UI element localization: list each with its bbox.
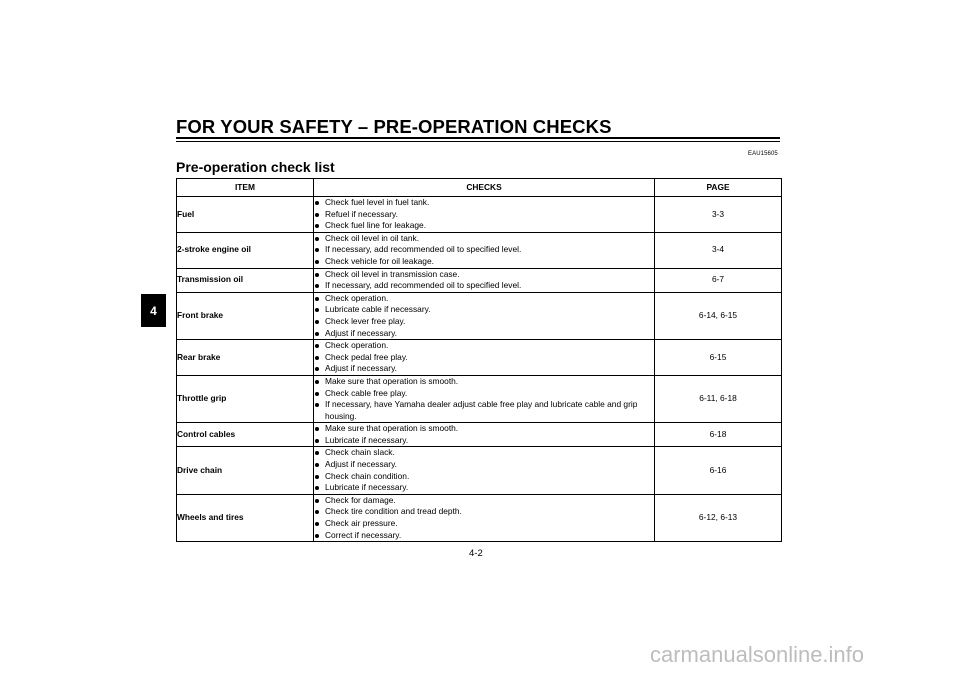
- page-cell: 6-11, 6-18: [655, 375, 782, 422]
- page-cell: 6-7: [655, 268, 782, 292]
- column-header-checks: CHECKS: [314, 179, 655, 197]
- checks-cell: [314, 292, 655, 339]
- check-item: Check lever free play.: [314, 316, 654, 328]
- title-rule-thin: [176, 141, 780, 142]
- check-item: If necessary, add recommended oil to specified level.: [314, 280, 654, 292]
- table-header-row: [177, 179, 782, 197]
- section-title: Pre-operation check list: [176, 159, 335, 175]
- check-item: Lubricate if necessary.: [314, 482, 654, 494]
- checks-cell: [314, 375, 655, 422]
- table-row: [177, 340, 782, 376]
- table-row: [177, 197, 782, 233]
- page-cell: 6-14, 6-15: [655, 292, 782, 339]
- checks-cell: [314, 423, 655, 447]
- page-cell: 3-4: [655, 232, 782, 268]
- checks-cell: [314, 340, 655, 376]
- check-item: Check oil level in oil tank.: [314, 233, 654, 245]
- pre-operation-check-table: [176, 178, 782, 542]
- table-row: [177, 423, 782, 447]
- check-item: Adjust if necessary.: [314, 328, 654, 340]
- item-cell: Fuel: [177, 197, 314, 233]
- table-row: [177, 375, 782, 422]
- item-cell: Drive chain: [177, 447, 314, 494]
- check-item: Check cable free play.: [314, 388, 654, 400]
- page-cell: 6-16: [655, 447, 782, 494]
- checks-cell: [314, 494, 655, 541]
- item-cell: Rear brake: [177, 340, 314, 376]
- page-cell: 3-3: [655, 197, 782, 233]
- item-cell: Throttle grip: [177, 375, 314, 422]
- item-cell: Control cables: [177, 423, 314, 447]
- check-item: Lubricate cable if necessary.: [314, 304, 654, 316]
- check-item: Check fuel level in fuel tank.: [314, 197, 654, 209]
- page-cell: 6-15: [655, 340, 782, 376]
- check-item: Check vehicle for oil leakage.: [314, 256, 654, 268]
- column-header-page: PAGE: [655, 179, 782, 197]
- table-row: [177, 447, 782, 494]
- check-item: If necessary, have Yamaha dealer adjust cable free play and lubricate cable and grip housing.: [314, 399, 654, 422]
- page-title: FOR YOUR SAFETY – PRE-OPERATION CHECKS: [176, 116, 612, 137]
- check-item: Adjust if necessary.: [314, 459, 654, 471]
- watermark: carmanualsonline.info: [650, 642, 865, 667]
- table-row: [177, 268, 782, 292]
- check-item: Check operation.: [314, 340, 654, 352]
- checks-cell: [314, 232, 655, 268]
- checks-cell: [314, 447, 655, 494]
- check-item: Correct if necessary.: [314, 530, 654, 542]
- check-item: Check operation.: [314, 293, 654, 305]
- check-item: Lubricate if necessary.: [314, 435, 654, 447]
- item-cell: Transmission oil: [177, 268, 314, 292]
- table-row: [177, 232, 782, 268]
- check-item: Check for damage.: [314, 495, 654, 507]
- check-item: Check oil level in transmission case.: [314, 269, 654, 281]
- page-cell: 6-18: [655, 423, 782, 447]
- check-item: Check chain condition.: [314, 471, 654, 483]
- check-item: If necessary, add recommended oil to specified level.: [314, 244, 654, 256]
- section-code: EAU15605: [748, 151, 778, 157]
- check-item: Refuel if necessary.: [314, 209, 654, 221]
- table-row: [177, 494, 782, 541]
- item-cell: 2-stroke engine oil: [177, 232, 314, 268]
- checks-cell: [314, 197, 655, 233]
- check-item: Check pedal free play.: [314, 352, 654, 364]
- checks-cell: [314, 268, 655, 292]
- page-number: 4-2: [469, 548, 483, 559]
- check-item: Adjust if necessary.: [314, 363, 654, 375]
- page-cell: 6-12, 6-13: [655, 494, 782, 541]
- check-item: Check tire condition and tread depth.: [314, 506, 654, 518]
- item-cell: Wheels and tires: [177, 494, 314, 541]
- chapter-tab: 4: [141, 294, 166, 327]
- item-cell: Front brake: [177, 292, 314, 339]
- check-item: Make sure that operation is smooth.: [314, 423, 654, 435]
- check-item: Check chain slack.: [314, 447, 654, 459]
- column-header-item: ITEM: [177, 179, 314, 197]
- check-item: Check air pressure.: [314, 518, 654, 530]
- title-rule: [176, 137, 780, 139]
- check-item: Make sure that operation is smooth.: [314, 376, 654, 388]
- check-item: Check fuel line for leakage.: [314, 220, 654, 232]
- table-row: [177, 292, 782, 339]
